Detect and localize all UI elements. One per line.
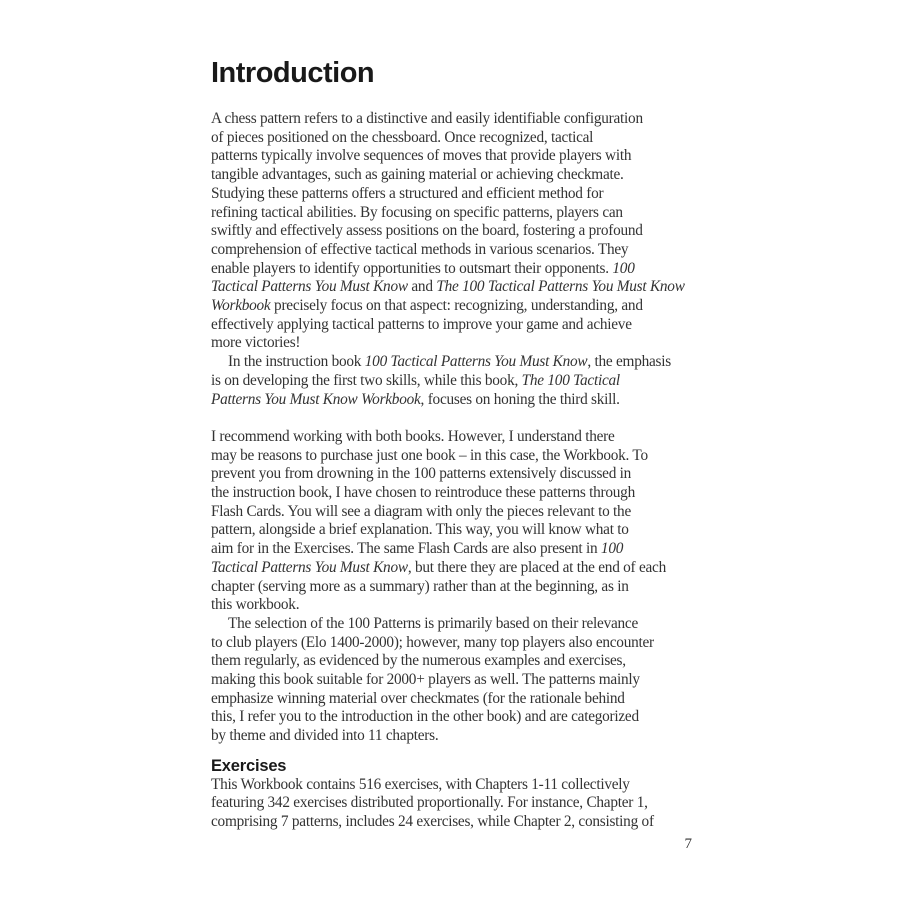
- text-segment: , the emphasis: [587, 353, 671, 371]
- text-segment: comprising 7 patterns, includes 24 exercises, while Chapter 2, consisting of: [211, 813, 654, 830]
- text-line: [211, 372, 711, 391]
- text-segment: aim for in the Exercises. The same Flash Cards are also present in: [211, 540, 601, 558]
- text-line: [211, 428, 711, 447]
- text-segment: swiftly and effectively assess positions on the board, fostering a profound: [211, 222, 643, 240]
- text-line: [211, 316, 711, 335]
- text-line: [211, 652, 711, 671]
- page-title: Introduction: [211, 57, 375, 89]
- text-segment: pattern, alongside a brief explanation. This way, you will know what to: [211, 521, 629, 539]
- text-line: [211, 540, 711, 559]
- text-line: [211, 334, 711, 353]
- text-segment: enable players to identify opportunities to outsmart their opponents.: [211, 259, 613, 277]
- text-segment: Flash Cards. You will see a diagram with only the pieces relevant to the: [211, 502, 631, 520]
- text-line: [211, 559, 711, 578]
- text-line: [211, 204, 711, 223]
- text-segment: The selection of the 100 Patterns is primarily based on their relevance: [228, 614, 638, 632]
- text-line: [211, 129, 711, 148]
- text-line: [211, 260, 711, 279]
- text-line: [211, 727, 711, 746]
- text-line: [211, 634, 711, 653]
- text-line: [211, 222, 711, 241]
- text-segment: prevent you from drowning in the 100 patterns extensively discussed in: [211, 465, 632, 483]
- text-segment: of pieces positioned on the chessboard. Once recognized, tactical: [211, 128, 594, 146]
- text-line: [211, 690, 711, 709]
- text-segment: I recommend working with both books. However, I understand there: [211, 427, 615, 445]
- text-line: [211, 278, 711, 297]
- page-number: 7: [684, 836, 692, 852]
- book-title-italic: The 100 Tactical: [521, 371, 620, 389]
- text-segment: , but there they are placed at the end of each: [407, 558, 666, 576]
- text-line: [211, 708, 711, 727]
- para-4: [211, 615, 711, 746]
- text-segment: more victories!: [211, 334, 301, 352]
- text-line: [211, 297, 711, 316]
- text-segment: Studying these patterns offers a structured and efficient method for: [211, 184, 604, 202]
- para-2: [211, 353, 711, 409]
- book-title-italic: 100 Tactical Patterns You Must Know: [364, 353, 588, 371]
- text-segment: to club players (Elo 1400-2000); however, many top players also encounter: [211, 633, 654, 651]
- text-segment: A chess pattern refers to a distinctive and easily identifiable configuration: [211, 110, 643, 127]
- page-content: [211, 58, 711, 832]
- body-text: [211, 110, 711, 832]
- text-line: [211, 794, 711, 813]
- text-line: [211, 615, 711, 634]
- text-line: [211, 241, 711, 260]
- text-segment: chapter (serving more as a summary) rather than at the beginning, as in: [211, 577, 629, 595]
- spacer: [211, 746, 711, 757]
- text-line: [211, 578, 711, 597]
- para-1: [211, 110, 711, 353]
- text-segment: effectively applying tactical patterns to improve your game and achieve: [211, 315, 632, 333]
- text-segment: refining tactical abilities. By focusing on specific patterns, players can: [211, 203, 623, 221]
- text-segment: featuring 342 exercises distributed proportionally. For instance, Chapter 1,: [211, 794, 648, 812]
- spacer: [211, 409, 711, 428]
- text-line: [211, 110, 711, 129]
- text-segment: them regularly, as evidenced by the numerous examples and exercises,: [211, 652, 626, 670]
- text-segment: In the instruction book: [228, 353, 365, 371]
- text-line: [211, 776, 711, 795]
- text-line: [211, 503, 711, 522]
- text-line: [211, 353, 711, 372]
- text-segment: comprehension of effective tactical methods in various scenarios. They: [211, 240, 629, 258]
- text-segment: this workbook.: [211, 596, 300, 614]
- book-title-italic: The 100 Tactical Patterns You Must Know: [436, 278, 685, 296]
- book-title-italic: Tactical Patterns You Must Know: [211, 278, 408, 296]
- text-line: [211, 185, 711, 204]
- book-title-italic: Tactical Patterns You Must Know: [211, 558, 408, 576]
- text-line: [211, 596, 711, 615]
- para-3: [211, 428, 711, 615]
- text-line: [211, 671, 711, 690]
- text-line: [211, 147, 711, 166]
- text-segment: is on developing the first two skills, while this book,: [211, 371, 522, 389]
- text-segment: This Workbook contains 516 exercises, with Chapters 1-11 collectively: [211, 775, 630, 793]
- text-line: [211, 447, 711, 466]
- text-segment: emphasize winning material over checkmates (for the rationale behind: [211, 689, 625, 707]
- text-segment: may be reasons to purchase just one book – in this case, the Workbook. To: [211, 446, 648, 464]
- text-line: [211, 484, 711, 503]
- para-5: [211, 776, 711, 832]
- text-segment: patterns typically involve sequences of moves that provide players with: [211, 147, 632, 165]
- text-segment: the instruction book, I have chosen to reintroduce these patterns through: [211, 484, 635, 502]
- book-title-italic: 100: [600, 540, 624, 558]
- text-segment: tangible advantages, such as gaining material or achieving checkmate.: [211, 166, 624, 184]
- text-line: [211, 813, 711, 832]
- text-line: [211, 465, 711, 484]
- exercises-heading: Exercises: [211, 756, 287, 775]
- text-segment: precisely focus on that aspect: recognizing, understanding, and: [270, 297, 643, 315]
- text-line: [211, 391, 711, 410]
- text-segment: , focuses on honing the third skill.: [420, 390, 620, 408]
- text-line: [211, 521, 711, 540]
- text-segment: making this book suitable for 2000+ players as well. The patterns mainly: [211, 671, 640, 689]
- book-title-italic: Workbook: [211, 297, 271, 315]
- text-segment: and: [407, 278, 437, 296]
- text-segment: this, I refer you to the introduction in the other book) and are categorized: [211, 708, 639, 726]
- text-line: [211, 166, 711, 185]
- book-title-italic: 100: [612, 259, 635, 277]
- text-segment: by theme and divided into 11 chapters.: [211, 727, 439, 745]
- book-title-italic: Patterns You Must Know Workbook: [211, 390, 421, 408]
